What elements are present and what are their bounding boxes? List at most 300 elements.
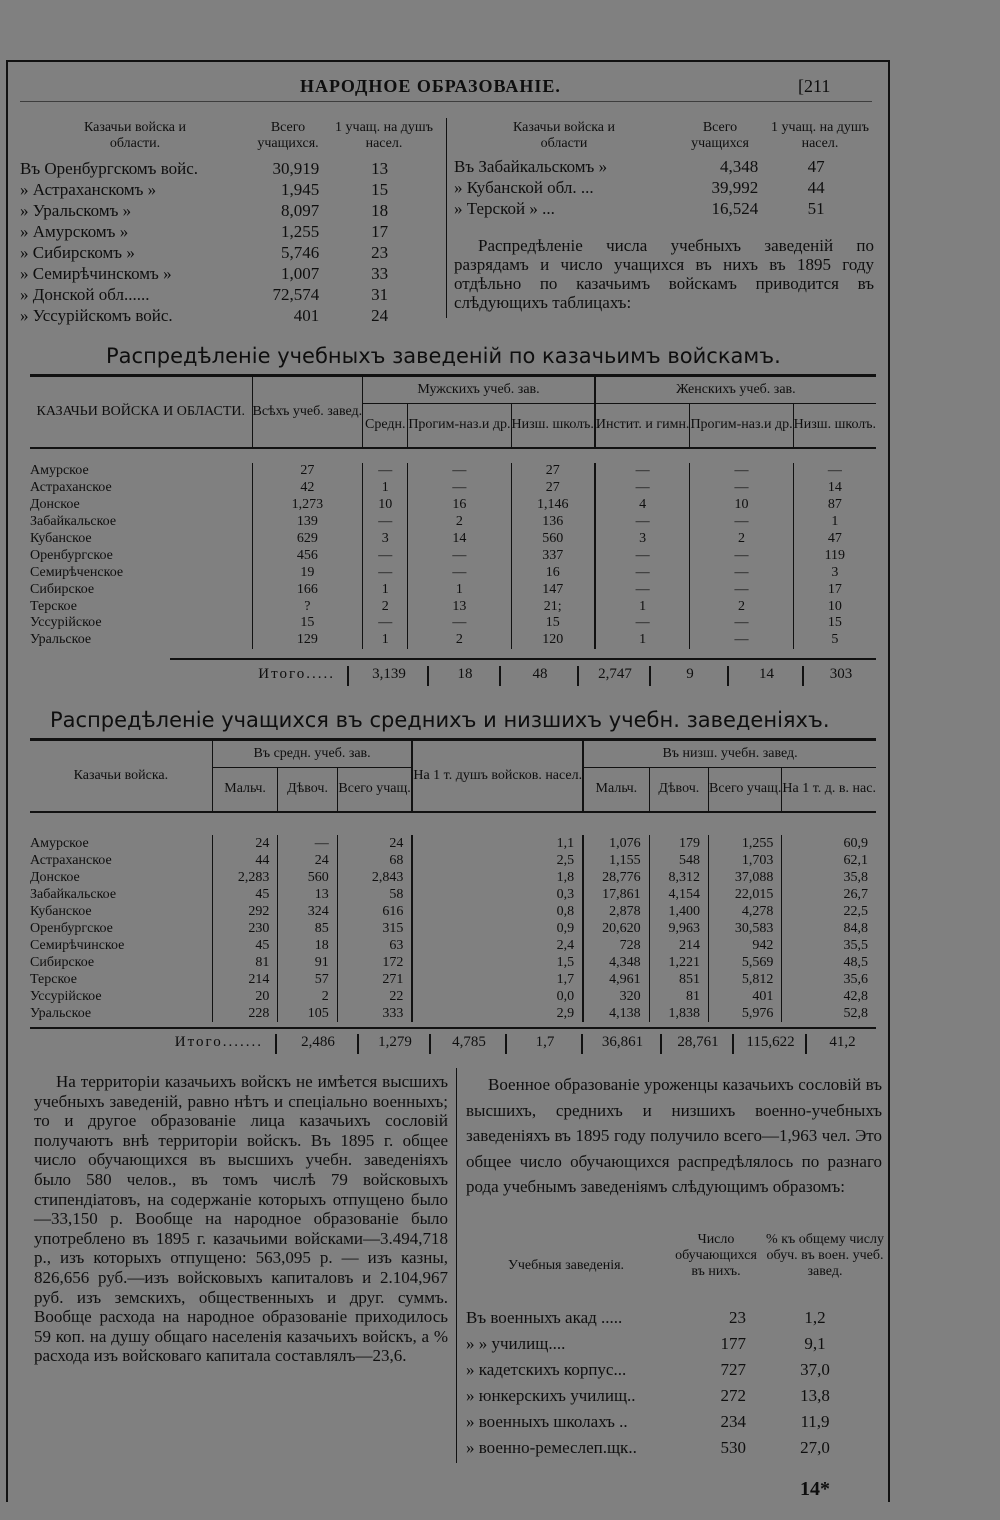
br-row [466, 1382, 870, 1408]
t2-cell-6: 1,400 [649, 903, 708, 920]
t2-cell-5: 17,861 [583, 886, 649, 903]
t2-cell-2: — [278, 835, 337, 852]
t1-cell-3: 13 [408, 598, 511, 615]
t2-sub-1: Дѣвоч. [278, 767, 337, 811]
br-cell-2: 13,8 [800, 1385, 830, 1405]
t2-cell-1: 2,283 [212, 869, 278, 886]
t2-group-mid: Въ средн. учеб. зав. [212, 741, 412, 767]
bottom-right-paragraph: Военное образованіе уроженцы казачьихъ сословій въ высшихъ, среднихъ и низшихъ военно-учебныхъ заведеніяхъ въ 1895 году получило всего—1,963 чел. Это общее число обучающихся распредѣлялось по разнаго рода учебнымъ заведеніямъ слѣдующимъ образомъ: [466, 1075, 882, 1196]
tl-cell-2: 23 [371, 243, 389, 262]
tl-cell-1: 72,574 [272, 285, 320, 304]
t2-sub-6: На 1 т. д. в. нас. [782, 767, 876, 811]
t1-cell-0: Семирѣченское [30, 564, 124, 580]
t1-cell-3: — [408, 480, 511, 497]
t1-sub-0: Средн. [363, 403, 408, 447]
tr-cell-2: 47 [807, 157, 825, 176]
t1-cell-2: — [363, 564, 408, 581]
t2-total-cell-7: 115,622 [732, 1034, 807, 1054]
t2-cell-1: 45 [212, 886, 278, 903]
t2-cell-1: 45 [212, 937, 278, 954]
br-table [466, 1304, 870, 1460]
t1-cell-2: — [363, 615, 408, 632]
br-cell-2: 27,0 [800, 1437, 830, 1457]
t2-cell-8: 52,8 [782, 1005, 876, 1022]
t1-cell-1: 456 [252, 547, 363, 564]
t2-cell-3: 63 [337, 937, 412, 954]
table2-row [30, 869, 876, 886]
t1-cell-4: 15 [511, 615, 595, 632]
tr-rows [454, 156, 864, 219]
t2-cell-1: 44 [212, 852, 278, 869]
t1-sub-3: Инстит. и гимн. [595, 403, 690, 447]
table1-row [30, 564, 876, 581]
t1-total-cell-4: 2,747 [577, 666, 651, 686]
t1-sub-2: Низш. школъ. [511, 403, 595, 447]
tr-row [454, 156, 864, 177]
t2-cell-8: 62,1 [782, 852, 876, 869]
br-cell-1: 23 [729, 1307, 746, 1327]
t1-cell-0: Астраханское [30, 480, 112, 496]
t2-cell-0: Забайкальское [30, 886, 117, 902]
t2-cell-4: 2,9 [412, 1005, 583, 1022]
br-row [466, 1356, 870, 1382]
t2-cell-5: 320 [583, 988, 649, 1005]
t2-cell-7: 37,088 [709, 869, 782, 886]
t2-total-cell-1: 2,486 [275, 1034, 359, 1054]
t1-sub-1: Прогим-наз.и др. [408, 403, 511, 447]
table1-row [30, 531, 876, 548]
tl-cell-1: 1,945 [280, 180, 320, 199]
t1-cell-3: 14 [408, 531, 511, 548]
t1-cell-3: — [408, 547, 511, 564]
table1-title: Распредѣленіе учебныхъ заведеній по казачьимъ войскамъ. [106, 344, 781, 368]
t2-cell-7: 942 [709, 937, 782, 954]
tl-row [20, 263, 420, 284]
t1-cell-0: Донское [30, 497, 80, 513]
tl-header-total: Всего учащихся. [257, 120, 319, 151]
page-number: [211 [798, 76, 831, 96]
br-cell-0: » кадетскихъ корпус... [466, 1359, 627, 1379]
t1-cell-7: 17 [793, 581, 876, 598]
tr-cell-0: » Терской » ... [454, 199, 555, 218]
t2-cell-7: 5,976 [709, 1005, 782, 1022]
t1-cell-5: — [595, 514, 690, 531]
t2-cell-4: 2,4 [412, 937, 583, 954]
tr-cell-1: 4,348 [720, 157, 759, 176]
tl-cell-0: » Сибирскомъ » [20, 243, 135, 262]
t1-cell-3: 1 [408, 581, 511, 598]
top-column-divider [446, 118, 447, 318]
tr-cell-2: 51 [807, 199, 825, 218]
t1-cell-2: — [363, 514, 408, 531]
tr-row [454, 177, 864, 198]
tr-cell-1: 39,992 [711, 178, 759, 197]
t1-cell-7: — [793, 463, 876, 480]
t1-cell-4: 560 [511, 531, 595, 548]
t2-cell-2: 324 [278, 903, 337, 920]
br-header-count: Число обучающихся въ нихъ. [675, 1232, 757, 1279]
t1-cell-1: 42 [252, 480, 363, 497]
t1-cell-6: — [690, 514, 793, 531]
t2-cell-7: 401 [709, 988, 782, 1005]
t1-cell-6: — [690, 581, 793, 598]
bottom-left-paragraph: На территоріи казачьихъ войскъ не имѣется высшихъ учебныхъ заведеній, равно нѣтъ и спеціально военныхъ; то и другое образованіе лица казачьихъ сословій получаютъ внѣ территоріи войскъ. Въ 1895 г. общее число обучающихся въ высшихъ учебн. заведеніяхъ было 580 челов., въ томъ числѣ 79 войсковыхъ стипендіатовъ, на содержаніе которыхъ отпущено было—33,150 р. Вообще на народное образованіе было употреблено въ 1895 г. казачьими войсками—3.494,718 р., изъ которыхъ отпущено: 563,095 р. — изъ казны, 826,656 руб.—изъ войсковыхъ капиталовъ и 2.104,967 руб. изъ земскихъ, общественныхъ и друг. суммъ. Вообще расхода на народное образованіе приходилось 59 коп. на душу общаго населенія казачьихъ войскъ, а % расхода изъ войсковаго капитала составлялъ—23,6. [34, 1072, 448, 1366]
table2-row [30, 835, 876, 852]
t2-cell-4: 0,0 [412, 988, 583, 1005]
t1-cell-3: — [408, 564, 511, 581]
t1-cell-6: 2 [690, 598, 793, 615]
tr-header-region: Казачьи войска и области [513, 120, 615, 151]
t1-cell-5: 3 [595, 531, 690, 548]
t2-cell-6: 851 [649, 971, 708, 988]
tr-header-ratio: 1 учащ. на душъ насел. [771, 120, 869, 151]
t2-cell-3: 58 [337, 886, 412, 903]
t1-cell-0: Оренбургское [30, 547, 113, 563]
t2-cell-3: 172 [337, 954, 412, 971]
tl-cell-0: Въ Оренбургскомъ войс. [20, 159, 198, 178]
t2-total-cell-5: 36,861 [581, 1034, 662, 1054]
t1-cell-7: 119 [793, 547, 876, 564]
t1-cell-7: 15 [793, 615, 876, 632]
table2-row [30, 852, 876, 869]
t1-total-cell-3: 48 [499, 666, 579, 686]
t2-col-per: На 1 т. душъ войсков. насел. [412, 741, 583, 811]
t2-cell-4: 1,5 [412, 954, 583, 971]
table2-total-rule [30, 1027, 876, 1029]
t1-cell-5: — [595, 480, 690, 497]
br-row [466, 1304, 870, 1330]
t1-cell-6: — [690, 547, 793, 564]
t2-total-cell-0: Итого....... [174, 1034, 263, 1050]
br-cell-2: 37,0 [800, 1359, 830, 1379]
t1-cell-3: 2 [408, 632, 511, 649]
table2-row [30, 886, 876, 903]
t2-cell-3: 271 [337, 971, 412, 988]
t1-total-cell-6: 14 [727, 666, 804, 686]
table1-header-rule [30, 447, 876, 449]
t2-cell-1: 214 [212, 971, 278, 988]
t1-cell-1: ? [252, 598, 363, 615]
t2-cell-8: 48,5 [782, 954, 876, 971]
t2-total-cell-3: 4,785 [429, 1034, 507, 1054]
br-cell-0: » военныхъ школахъ .. [466, 1411, 628, 1431]
tl-cell-2: 15 [371, 180, 389, 199]
t2-cell-4: 0,3 [412, 886, 583, 903]
t1-cell-0: Уссурійское [30, 615, 102, 631]
t2-cell-2: 57 [278, 971, 337, 988]
t2-sub-5: Всего учащ. [709, 767, 782, 811]
tl-row [20, 200, 420, 221]
t2-cell-6: 179 [649, 835, 708, 852]
t2-cell-6: 214 [649, 937, 708, 954]
table2-row [30, 937, 876, 954]
t2-cell-2: 105 [278, 1005, 337, 1022]
t1-cell-2: — [363, 547, 408, 564]
t2-cell-6: 548 [649, 852, 708, 869]
table1-row [30, 581, 876, 598]
t2-cell-5: 728 [583, 937, 649, 954]
t1-cell-1: 27 [252, 463, 363, 480]
t1-cell-4: 21; [511, 598, 595, 615]
t2-cell-5: 2,878 [583, 903, 649, 920]
br-cell-0: » военно-ремеслеп.щк.. [466, 1437, 637, 1457]
table1 [30, 377, 876, 649]
t1-cell-4: 147 [511, 581, 595, 598]
tl-cell-0: » Донской обл...... [20, 285, 150, 304]
t2-cell-3: 2,843 [337, 869, 412, 886]
table2-row [30, 920, 876, 937]
t1-cell-4: 1,146 [511, 497, 595, 514]
t2-cell-5: 4,138 [583, 1005, 649, 1022]
table1-row [30, 463, 876, 480]
br-cell-1: 530 [720, 1437, 746, 1457]
t1-cell-2: 1 [363, 480, 408, 497]
table2-row [30, 1005, 876, 1022]
t2-cell-0: Терское [30, 971, 77, 987]
t1-cell-0: Кубанское [30, 531, 92, 546]
t2-cell-5: 1,076 [583, 835, 649, 852]
signature-mark: 14* [800, 1478, 830, 1500]
t2-cell-1: 228 [212, 1005, 278, 1022]
br-cell-1: 234 [720, 1411, 746, 1431]
tl-cell-1: 401 [293, 306, 320, 325]
t2-cell-7: 1,703 [709, 852, 782, 869]
t2-cell-0: Сибирское [30, 954, 95, 970]
t1-cell-2: 1 [363, 581, 408, 598]
t2-col-region: Казачьи войска. [30, 741, 212, 811]
t2-cell-8: 84,8 [782, 920, 876, 937]
tl-cell-1: 30,919 [272, 159, 320, 178]
t2-sub-2: Всего учащ. [337, 767, 412, 811]
t1-cell-4: 16 [511, 564, 595, 581]
t2-cell-6: 4,154 [649, 886, 708, 903]
t1-sub-4: Прогим-наз.и др. [690, 403, 793, 447]
t1-cell-7: 10 [793, 598, 876, 615]
br-cell-1: 272 [720, 1385, 746, 1405]
t1-cell-2: — [363, 463, 408, 480]
t1-cell-5: — [595, 615, 690, 632]
t2-cell-6: 1,838 [649, 1005, 708, 1022]
t2-cell-2: 18 [278, 937, 337, 954]
t2-total-cell-2: 1,279 [357, 1034, 431, 1054]
t1-cell-4: 337 [511, 547, 595, 564]
tl-row [20, 221, 420, 242]
table2 [30, 741, 876, 1022]
t1-cell-0: Уральское [30, 632, 92, 648]
tl-header-region: Казачьи войска и области. [84, 120, 186, 151]
t2-cell-5: 28,776 [583, 869, 649, 886]
t2-cell-4: 1,7 [412, 971, 583, 988]
tr-row [454, 198, 864, 219]
br-cell-0: Въ военныхъ акад ..... [466, 1307, 623, 1327]
t1-cell-7: 14 [793, 480, 876, 497]
t1-total-cell-1: 3,139 [347, 666, 429, 686]
t1-col-region: КАЗАЧЬИ ВОЙСКА И ОБЛАСТИ. [30, 377, 252, 447]
t2-cell-2: 2 [278, 988, 337, 1005]
t2-cell-7: 30,583 [709, 920, 782, 937]
t1-sub-5: Низш. школъ. [793, 403, 876, 447]
t1-total-cell-7: 303 [802, 666, 878, 686]
t2-cell-7: 4,278 [709, 903, 782, 920]
t1-total-cell-0: Итого..... [258, 666, 335, 682]
table2-row [30, 954, 876, 971]
tl-cell-2: 33 [371, 264, 389, 283]
t2-cell-0: Оренбургское [30, 920, 113, 936]
t1-cell-6: — [690, 564, 793, 581]
t1-total-cell-2: 18 [427, 666, 501, 686]
t1-cell-5: — [595, 564, 690, 581]
t1-cell-4: 120 [511, 632, 595, 649]
t1-cell-6: 10 [690, 497, 793, 514]
t2-cell-3: 68 [337, 852, 412, 869]
t2-cell-8: 42,8 [782, 988, 876, 1005]
t2-cell-3: 333 [337, 1005, 412, 1022]
tl-cell-0: » Уссурійскомъ войс. [20, 306, 173, 325]
t1-cell-7: 1 [793, 514, 876, 531]
t1-cell-1: 19 [252, 564, 363, 581]
bottom-column-divider [456, 1068, 457, 1463]
t1-cell-7: 47 [793, 531, 876, 548]
t2-cell-0: Уральское [30, 1005, 92, 1021]
t2-cell-0: Семирѣчинское [30, 937, 125, 953]
t2-cell-6: 1,221 [649, 954, 708, 971]
table2-title: Распредѣленіе учащихся въ среднихъ и низшихъ учебн. заведеніяхъ. [50, 708, 830, 732]
t2-cell-3: 616 [337, 903, 412, 920]
tl-cell-2: 13 [371, 159, 389, 178]
tl-row [20, 305, 420, 326]
t1-cell-2: 10 [363, 497, 408, 514]
br-cell-1: 727 [720, 1359, 746, 1379]
t1-cell-1: 1,273 [252, 497, 363, 514]
t2-cell-5: 4,348 [583, 954, 649, 971]
t2-cell-6: 8,312 [649, 869, 708, 886]
tl-cell-1: 5,746 [280, 243, 320, 262]
t2-sub-3: Мальч. [583, 767, 649, 811]
t2-cell-1: 81 [212, 954, 278, 971]
tl-cell-0: » Семирѣчинскомъ » [20, 264, 172, 283]
t1-cell-0: Терское [30, 598, 77, 614]
tl-row [20, 284, 420, 305]
t2-cell-0: Кубанское [30, 903, 92, 919]
t2-sub-4: Дѣвоч. [649, 767, 708, 811]
t1-cell-5: 4 [595, 497, 690, 514]
t2-cell-2: 13 [278, 886, 337, 903]
tl-row [20, 179, 420, 200]
tl-cell-2: 31 [371, 285, 389, 304]
t1-cell-3: 2 [408, 514, 511, 531]
t1-cell-7: 87 [793, 497, 876, 514]
t2-group-low: Въ низш. учебн. завед. [583, 741, 876, 767]
tl-cell-0: » Уральскомъ » [20, 201, 132, 220]
t1-cell-3: — [408, 615, 511, 632]
t2-cell-8: 35,6 [782, 971, 876, 988]
t2-cell-5: 1,155 [583, 852, 649, 869]
t2-cell-5: 4,961 [583, 971, 649, 988]
tl-cell-0: » Амурскомъ » [20, 222, 129, 241]
t1-cell-6: — [690, 615, 793, 632]
tl-cell-0: » Астраханскомъ » [20, 180, 157, 199]
br-cell-2: 1,2 [804, 1307, 826, 1327]
br-cell-2: 11,9 [800, 1411, 830, 1431]
table2-row [30, 903, 876, 920]
tr-paragraph: Распредѣленіе числа учебныхъ заведеній по разрядамъ и число учащихся въ нихъ въ 1895 году отдѣльно по казачьимъ войскамъ приводится въ слѣдующихъ таблицахъ: [454, 236, 874, 312]
br-cell-0: » » училищ.... [466, 1333, 566, 1353]
t1-cell-5: 1 [595, 598, 690, 615]
br-row [466, 1330, 870, 1356]
tl-cell-1: 8,097 [280, 201, 320, 220]
t2-cell-3: 22 [337, 988, 412, 1005]
t1-cell-4: 27 [511, 463, 595, 480]
t2-cell-6: 9,963 [649, 920, 708, 937]
t2-cell-7: 1,255 [709, 835, 782, 852]
t1-cell-1: 629 [252, 531, 363, 548]
t1-cell-4: 136 [511, 514, 595, 531]
br-cell-2: 9,1 [804, 1333, 826, 1353]
t2-cell-2: 85 [278, 920, 337, 937]
t1-cell-1: 166 [252, 581, 363, 598]
t1-cell-7: 3 [793, 564, 876, 581]
tr-cell-0: Въ Забайкальскомъ » [454, 157, 608, 176]
t2-cell-1: 230 [212, 920, 278, 937]
table1-row [30, 547, 876, 564]
t2-cell-7: 22,015 [709, 886, 782, 903]
t2-cell-8: 35,5 [782, 937, 876, 954]
t2-total-cell-6: 28,761 [660, 1034, 734, 1054]
br-cell-0: » юнкерскихъ училищ.. [466, 1385, 636, 1405]
tr-header-total: Всего учащихся [691, 120, 749, 151]
t2-cell-8: 60,9 [782, 835, 876, 852]
running-title: НАРОДНОЕ ОБРАЗОВАНІЕ. [300, 76, 561, 96]
tl-cell-2: 17 [371, 222, 389, 241]
br-row [466, 1434, 870, 1460]
t2-cell-8: 35,8 [782, 869, 876, 886]
br-row [466, 1408, 870, 1434]
t1-cell-1: 139 [252, 514, 363, 531]
t2-cell-1: 24 [212, 835, 278, 852]
t1-cell-0: Амурское [30, 463, 89, 479]
tl-cell-2: 18 [371, 201, 389, 220]
t2-cell-2: 91 [278, 954, 337, 971]
t1-cell-6: — [690, 632, 793, 649]
tl-cell-2: 24 [371, 306, 389, 325]
t1-cell-1: 15 [252, 615, 363, 632]
t2-cell-4: 0,9 [412, 920, 583, 937]
t2-cell-5: 20,620 [583, 920, 649, 937]
br-header-percent: % къ общему числу обуч. въ воен. учеб. завед. [766, 1232, 884, 1279]
t2-sub-0: Мальч. [212, 767, 278, 811]
t1-cell-6: — [690, 480, 793, 497]
t1-cell-0: Забайкальское [30, 514, 117, 530]
t2-cell-0: Астраханское [30, 852, 112, 868]
table2-row [30, 988, 876, 1005]
table1-row [30, 514, 876, 531]
header-rule [20, 101, 872, 102]
t2-total-cell-8: 41,2 [805, 1034, 878, 1054]
t2-cell-4: 1,8 [412, 869, 583, 886]
t2-cell-4: 1,1 [412, 835, 583, 852]
t1-cell-5: 1 [595, 632, 690, 649]
t1-cell-5: — [595, 581, 690, 598]
t1-cell-2: 3 [363, 531, 408, 548]
tr-cell-0: » Кубанской обл. ... [454, 178, 594, 197]
table2-header-rule [30, 811, 876, 813]
t1-cell-2: 2 [363, 598, 408, 615]
t2-cell-7: 5,812 [709, 971, 782, 988]
t1-cell-2: 1 [363, 632, 408, 649]
tl-row [20, 158, 420, 179]
t1-cell-4: 27 [511, 480, 595, 497]
t2-cell-4: 2,5 [412, 852, 583, 869]
